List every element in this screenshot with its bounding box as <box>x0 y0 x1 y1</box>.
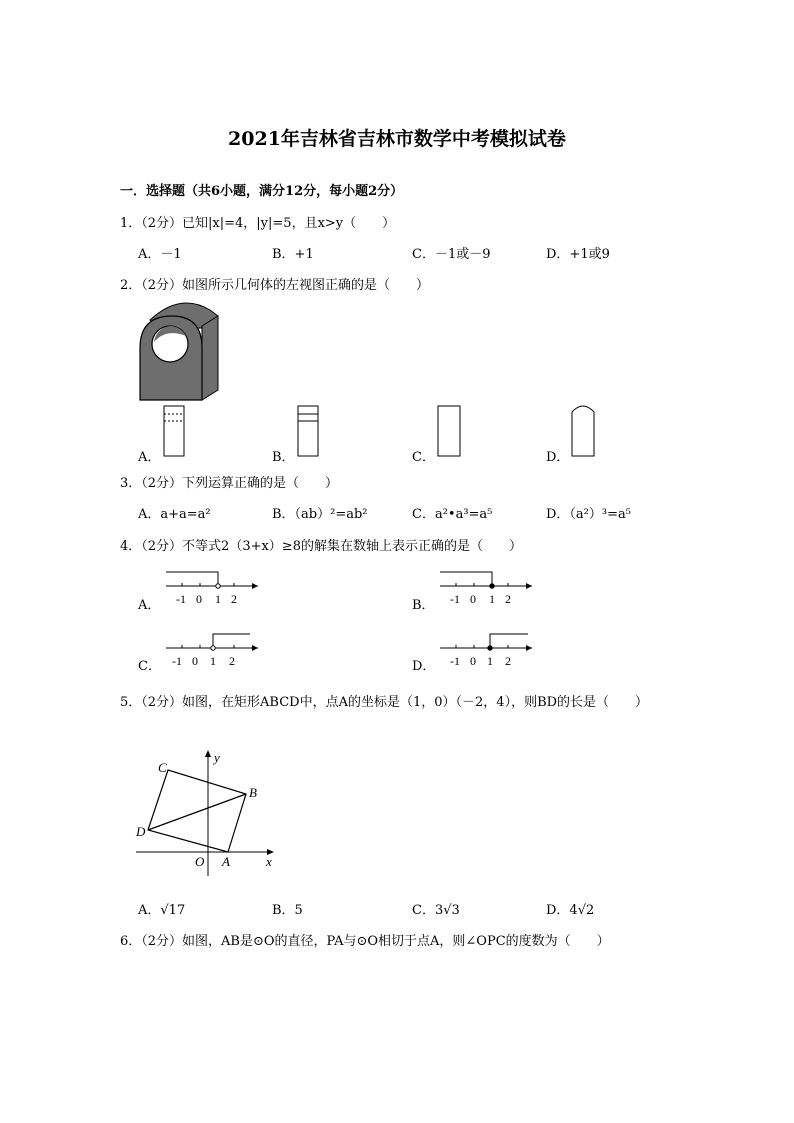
question-2-stem: 2．（2分）如图所示几何体的左视图正确的是（ ） <box>120 278 430 293</box>
q2-option-a: A． <box>138 450 161 465</box>
page-title: 2021年吉林省吉林市数学中考模拟试卷 <box>228 128 566 150</box>
tick-label: 1 <box>489 592 495 606</box>
q4-option-c: C． <box>138 659 161 674</box>
q2-view-d <box>568 400 598 458</box>
question-1-stem: 1．（2分）已知|x|=4，|y|=5，且x>y（ ） <box>120 216 396 231</box>
q2-view-a <box>160 404 190 458</box>
tick-label: -1 <box>172 654 182 668</box>
tick-label: 2 <box>505 654 511 668</box>
q2-view-c <box>434 404 464 458</box>
q1-option-c: C．－1或－9 <box>412 247 491 262</box>
number-line-a <box>160 564 264 608</box>
tick-label: 0 <box>192 654 198 668</box>
tick-label: 0 <box>470 592 476 606</box>
q1-option-b: B．+1 <box>272 247 314 262</box>
tick-label: -1 <box>176 592 186 606</box>
q4-option-d: D． <box>412 659 436 674</box>
section-heading: 一．选择题（共6小题，满分12分，每小题2分） <box>120 184 404 199</box>
q5-option-d: D．4√2 <box>546 903 595 918</box>
tick-label: 2 <box>229 654 235 668</box>
q1-option-d: D．+1或9 <box>546 247 610 262</box>
q3-option-b: B．（ab）²=ab² <box>272 507 368 522</box>
rectangle-coordinate-figure <box>132 748 278 880</box>
number-line-d <box>434 626 538 670</box>
label-b: B <box>249 785 257 800</box>
q2-view-b <box>294 404 324 458</box>
tick-label: -1 <box>450 592 460 606</box>
q2-option-d: D． <box>546 450 570 465</box>
q4-option-a: A． <box>138 598 161 613</box>
q2-option-c: C． <box>412 450 435 465</box>
question-4-stem: 4．（2分）不等式2（3+x）≥8的解集在数轴上表示正确的是（ ） <box>120 539 522 554</box>
tick-label: -1 <box>450 654 460 668</box>
q4-option-b: B． <box>412 598 435 613</box>
label-d: D <box>136 824 146 839</box>
tick-label: 1 <box>487 654 493 668</box>
question-5-stem: 5．（2分）如图，在矩形ABCD中，点A的坐标是（1，0）（－2，4），则BD的长是（ ） <box>120 695 649 710</box>
label-c: C <box>158 760 167 775</box>
q2-option-b: B． <box>272 450 295 465</box>
label-o: O <box>195 854 205 869</box>
number-line-c <box>160 626 264 670</box>
q1-option-a: A．－1 <box>138 247 182 262</box>
label-x: x <box>266 854 272 869</box>
tick-label: 0 <box>196 592 202 606</box>
q5-option-a: A．√17 <box>138 903 186 918</box>
question-6-stem: 6．（2分）如图，AB是⊙O的直径，PA与⊙O相切于点A，则∠OPC的度数为（ ） <box>120 934 610 949</box>
q5-option-c: C．3√3 <box>412 903 460 918</box>
tick-label: 1 <box>215 592 221 606</box>
tick-label: 2 <box>505 592 511 606</box>
number-line-b <box>434 564 538 608</box>
tick-label: 0 <box>470 654 476 668</box>
q3-option-d: D．（a²）³=a⁵ <box>546 507 631 522</box>
label-y: y <box>214 750 220 765</box>
q5-option-b: B．5 <box>272 903 303 918</box>
tick-label: 2 <box>231 592 237 606</box>
q3-option-c: C．a²•a³=a⁵ <box>412 507 493 522</box>
solid-figure <box>136 298 226 402</box>
label-a: A <box>222 854 230 869</box>
question-3-stem: 3．（2分）下列运算正确的是（ ） <box>120 476 339 491</box>
q3-option-a: A．a+a=a² <box>138 507 211 522</box>
tick-label: 1 <box>210 654 216 668</box>
